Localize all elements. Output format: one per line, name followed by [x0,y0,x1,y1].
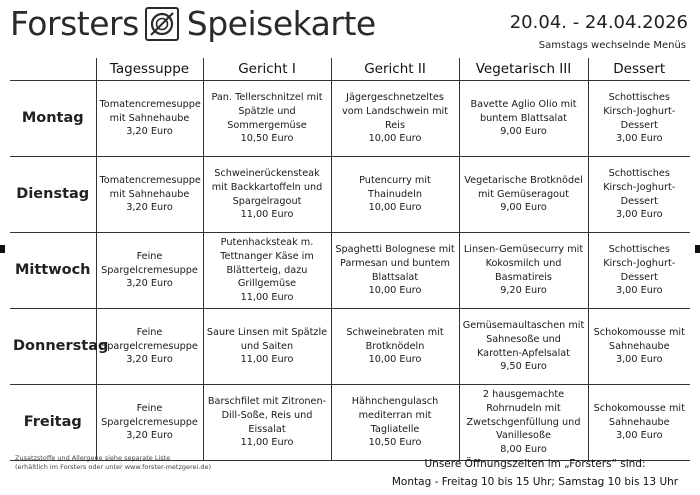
dish-text: Gemüsemaultaschen mit Sahnesoße und Karotten-Apfelsalat [462,319,585,359]
dish-text: Tomatencremesuppe mit Sahnehaube [99,98,201,124]
dish-cell [459,385,588,461]
menu-row-freitag [10,385,690,461]
dish-cell [96,233,203,309]
dish-text: Linsen-Gemüsecurry mit Kokosmilch und Basmatireis [463,243,584,283]
dish-price: 11,00 Euro [240,354,294,366]
plate-logo-icon [145,7,179,41]
dish-cell [96,81,203,157]
day-label: Mittwoch [10,233,96,309]
dish-text: Spaghetti Bolognese mit Parmesan und buntem Blattsalat [335,243,455,283]
dish-price: 11,00 Euro [240,209,294,221]
dish-cell [588,81,690,157]
dish-price: 3,20 Euro [126,354,173,366]
menu-title: Speisekarte [186,4,376,43]
dish-cell [203,81,331,157]
dish-price: 3,00 Euro [615,285,663,297]
dish-cell [459,309,588,385]
dish-text: Schottisches Kirsch-Joghurt-Dessert [603,243,676,283]
column-header-tagessuppe: Tagessuppe [96,58,203,81]
opening-hours-title: Unsere Öffnungszeiten im „Forsters“ sind: [424,458,646,470]
dish-cell [96,157,203,233]
dish-price: 3,00 Euro [615,133,663,145]
day-label: Donnerstag [10,309,96,385]
saturday-note: Samstags wechselnde Menüs [538,40,686,51]
dish-price: 9,00 Euro [500,126,547,138]
allergen-note [15,454,211,473]
dish-price: 3,20 Euro [126,430,173,442]
dish-text: Barschfilet mit Zitronen-Dill-Soße, Reis und Eissalat [207,395,327,435]
day-label: Montag [10,81,96,157]
dish-text: Hähnchengulasch mediterran mit Tagliatelle [351,395,439,435]
dish-price: 9,00 Euro [500,202,547,214]
dish-price: 3,20 Euro [126,278,173,290]
dish-price: 9,20 Euro [500,285,547,297]
header-corner [10,58,96,81]
menu-table [10,58,690,461]
dish-cell [203,309,331,385]
menu-row-montag [10,81,690,157]
left-marker [0,245,5,253]
dish-cell [203,157,331,233]
right-marker [695,245,700,253]
dish-cell [459,233,588,309]
dish-price: 3,00 Euro [615,430,663,442]
dish-text: Saure Linsen mit Spätzle und Saiten [206,326,328,352]
dish-text: Bavette Aglio Olio mit buntem Blattsalat [470,98,577,124]
dish-text: Jägergeschnetzeltes vom Landschwein mit Reis [341,91,449,131]
column-header-dessert: Dessert [588,58,690,81]
menu-row-dienstag [10,157,690,233]
dish-text: Schottisches Kirsch-Joghurt-Dessert [603,167,676,207]
dish-text: Feine Spargelcremesuppe [101,402,198,428]
allergen-note-line: Zusatzstoffe und Allergene siehe separate Liste [15,454,171,462]
dish-price: 11,00 Euro [240,292,294,304]
dish-text: Schottisches Kirsch-Joghurt-Dessert [603,91,676,131]
dish-price: 10,00 Euro [368,133,422,145]
dish-cell [588,233,690,309]
menu-row-donnerstag [10,309,690,385]
menu-row-mittwoch [10,233,690,309]
dish-price: 10,00 Euro [368,354,422,366]
dish-price: 11,00 Euro [240,437,294,449]
dish-text: Schokomousse mit Sahnehaube [593,402,685,428]
dish-price: 10,50 Euro [368,437,422,449]
column-header-gericht-2: Gericht II [331,58,459,81]
dish-cell [331,385,459,461]
dish-cell [331,157,459,233]
dish-cell [96,385,203,461]
day-label: Freitag [10,385,96,461]
dish-text: Pan. Tellerschnitzel mit Spätzle und Sommergemüse [211,91,323,131]
dish-price: 3,00 Euro [615,209,663,221]
dish-text: Schweinebraten mit Brotknödeln [346,326,444,352]
date-range: 20.04. - 24.04.2026 [509,12,688,33]
dish-cell [96,309,203,385]
dish-text: Putencurry mit Thainudeln [359,174,431,200]
dish-price: 10,00 Euro [368,285,422,297]
dish-cell [203,233,331,309]
dish-text: Feine Spargelcremesuppe [101,326,198,352]
column-header-vegetarisch-3: Vegetarisch III [459,58,588,81]
dish-cell [331,309,459,385]
dish-text: Feine Spargelcremesuppe [101,250,198,276]
brand-header [10,4,376,44]
dish-price: 3,00 Euro [615,354,663,366]
dish-cell [588,385,690,461]
dish-text: Tomatencremesuppe mit Sahnehaube [99,174,201,200]
dish-cell [588,157,690,233]
dish-price: 10,50 Euro [240,133,294,145]
dish-price: 3,20 Euro [126,202,173,214]
day-label: Dienstag [10,157,96,233]
dish-price: 9,50 Euro [500,361,547,373]
dish-cell [459,81,588,157]
opening-hours [380,456,690,492]
dish-text: Schokomousse mit Sahnehaube [593,326,685,352]
dish-price: 8,00 Euro [500,444,547,456]
dish-text: Schweinerückensteak mit Backkartoffeln und Spargelragout [211,167,323,207]
allergen-note-line: (erhältlich im Forsters oder unter www.forster-metzgerei.de) [15,463,212,472]
dish-cell [331,81,459,157]
dish-cell [588,309,690,385]
column-header-gericht-1: Gericht I [203,58,331,81]
dish-cell [203,385,331,461]
dish-cell [331,233,459,309]
dish-text: Putenhacksteak m. Tettnanger Käse im Blätterteig, dazu Grillgemüse [220,237,314,290]
dish-cell [459,157,588,233]
menu-header-row [10,58,690,81]
dish-text: Vegetarische Brotknödel mit Gemüseragout [464,174,583,200]
opening-hours-text: Montag - Freitag 10 bis 15 Uhr; Samstag 10 bis 13 Uhr [391,475,679,488]
dish-price: 3,20 Euro [126,126,173,138]
dish-price: 10,00 Euro [368,202,422,214]
brand-name: Forsters [10,4,139,43]
dish-text: 2 hausgemachte Rohrnudeln mit Zwetschgenfüllung und Vanillesoße [466,389,581,442]
